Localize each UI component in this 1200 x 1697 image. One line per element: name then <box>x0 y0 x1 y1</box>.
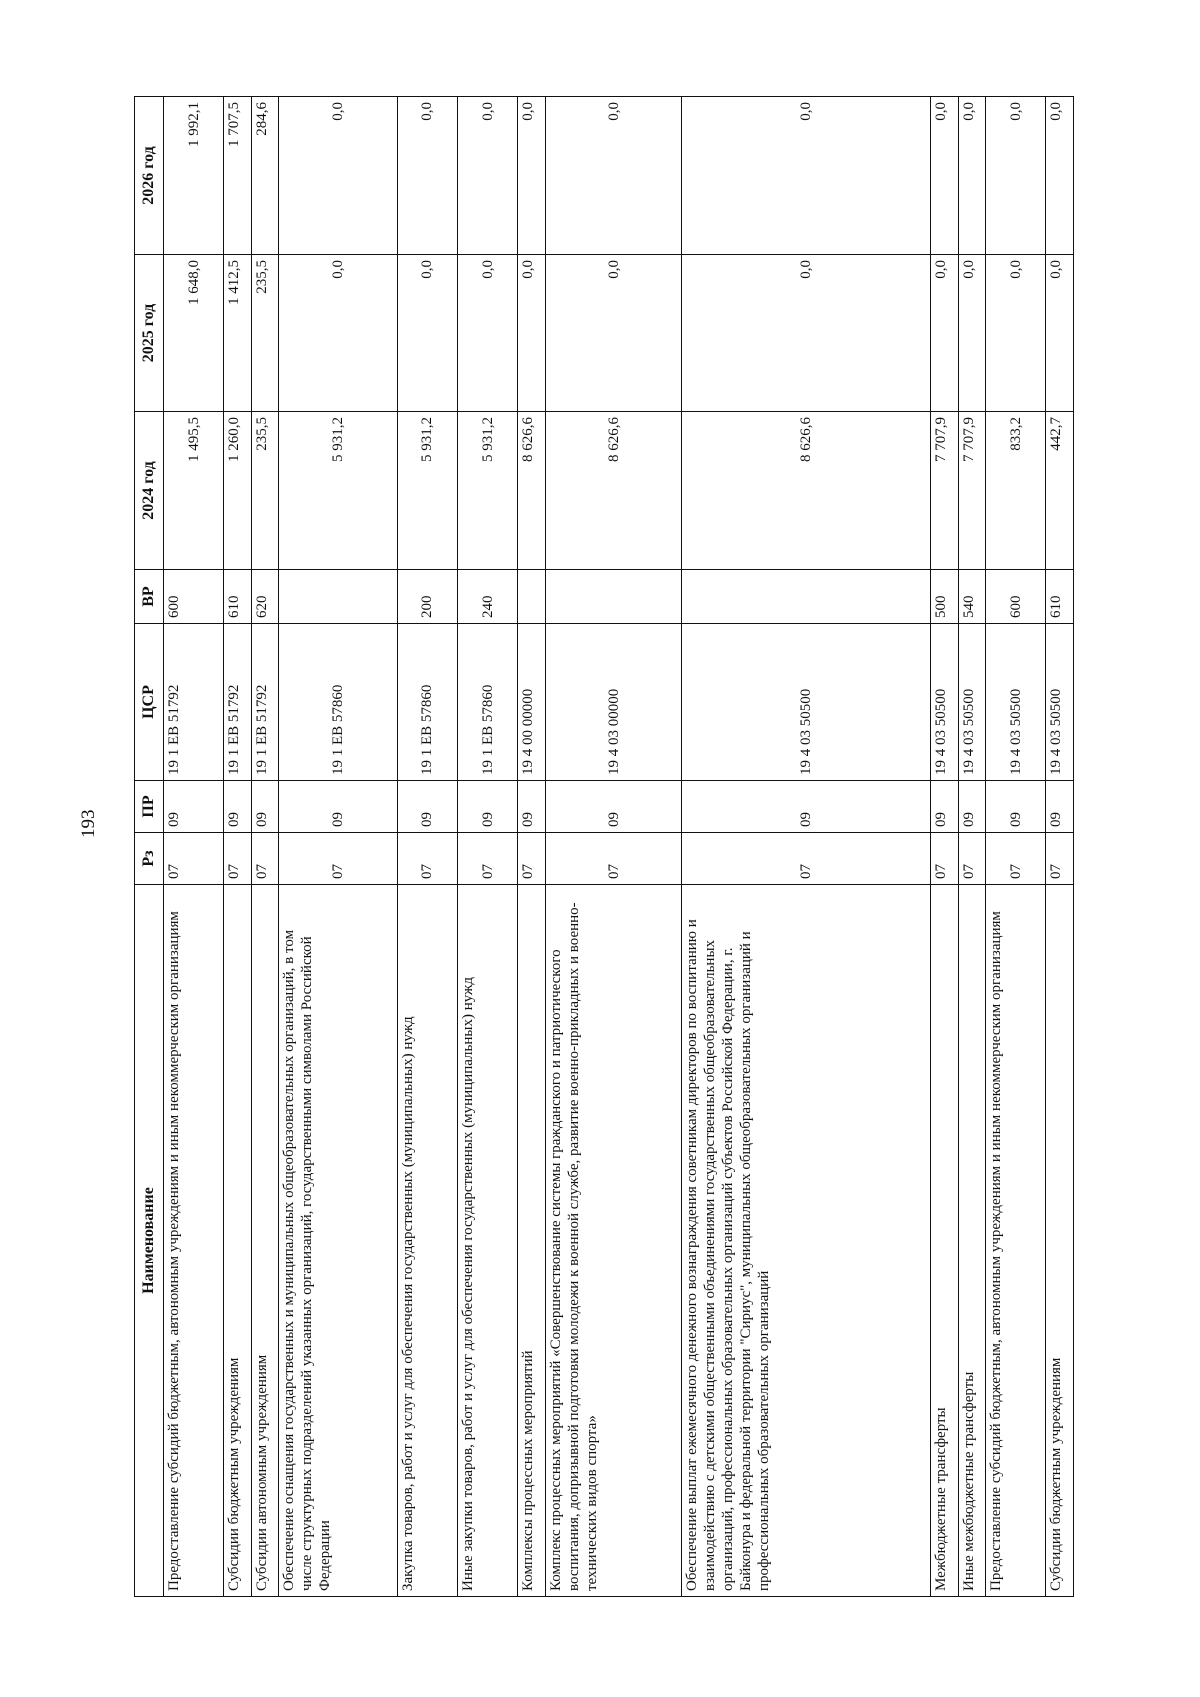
cell-csr: 19 4 03 50500 <box>986 624 1046 781</box>
cell-2025: 0,0 <box>458 255 518 412</box>
cell-vr <box>545 570 682 624</box>
header-rz: Рз <box>135 833 164 885</box>
table-row <box>1046 97 1074 1597</box>
cell-pr: 09 <box>986 781 1046 833</box>
table-row <box>224 97 252 1597</box>
cell-2024: 8 626,6 <box>545 412 682 570</box>
cell-pr: 09 <box>545 781 682 833</box>
cell-rz: 07 <box>931 833 959 885</box>
header-2026: 2026 год <box>135 97 164 255</box>
cell-2025: 0,0 <box>958 255 986 412</box>
cell-vr <box>518 570 546 624</box>
cell-pr: 09 <box>224 781 252 833</box>
cell-2024: 1 495,5 <box>164 412 224 570</box>
cell-name: Предоставление субсидий бюджетным, автономным учреждениям и иным некоммерческим организациям <box>164 885 224 1597</box>
table-row <box>164 97 224 1597</box>
cell-rz: 07 <box>518 833 546 885</box>
cell-vr <box>682 570 931 624</box>
header-name: Наименование <box>135 885 164 1597</box>
cell-csr: 19 4 00 00000 <box>518 624 546 781</box>
cell-csr: 19 1 EB 57860 <box>397 624 457 781</box>
cell-name: Комплексы процессных мероприятий <box>518 885 546 1597</box>
cell-2026: 0,0 <box>279 97 398 255</box>
table-row <box>986 97 1046 1597</box>
cell-2024: 5 931,2 <box>458 412 518 570</box>
rotated-table-container <box>134 97 1074 1597</box>
cell-vr: 600 <box>986 570 1046 624</box>
cell-csr: 19 1 EB 57860 <box>279 624 398 781</box>
cell-vr: 540 <box>958 570 986 624</box>
cell-2025: 1 648,0 <box>164 255 224 412</box>
cell-2025: 235,5 <box>251 255 279 412</box>
cell-rz: 07 <box>545 833 682 885</box>
cell-2024: 1 260,0 <box>224 412 252 570</box>
cell-2024: 7 707,9 <box>931 412 959 570</box>
cell-vr <box>279 570 398 624</box>
cell-name: Предоставление субсидий бюджетным, автономным учреждениям и иным некоммерческим организациям <box>986 885 1046 1597</box>
cell-2024: 7 707,9 <box>958 412 986 570</box>
cell-vr: 610 <box>224 570 252 624</box>
table-row <box>518 97 546 1597</box>
cell-2024: 8 626,6 <box>518 412 546 570</box>
cell-pr: 09 <box>958 781 986 833</box>
cell-2024: 442,7 <box>1046 412 1074 570</box>
cell-name: Закупка товаров, работ и услуг для обеспечения государственных (муниципальных) нужд <box>397 885 457 1597</box>
cell-csr: 19 1 EB 51792 <box>164 624 224 781</box>
cell-2026: 1 707,5 <box>224 97 252 255</box>
cell-2026: 0,0 <box>518 97 546 255</box>
page-number: 193 <box>78 809 99 838</box>
cell-csr: 19 4 03 50500 <box>958 624 986 781</box>
cell-name: Субсидии бюджетным учреждениям <box>224 885 252 1597</box>
table-row <box>251 97 279 1597</box>
cell-csr: 19 1 EB 51792 <box>224 624 252 781</box>
cell-name: Субсидии бюджетным учреждениям <box>1046 885 1074 1597</box>
cell-2025: 0,0 <box>545 255 682 412</box>
cell-2025: 0,0 <box>279 255 398 412</box>
cell-2024: 5 931,2 <box>397 412 457 570</box>
table-row <box>682 97 931 1597</box>
header-2025: 2025 год <box>135 255 164 412</box>
cell-rz: 07 <box>279 833 398 885</box>
cell-pr: 09 <box>931 781 959 833</box>
cell-csr: 19 4 03 00000 <box>545 624 682 781</box>
cell-2026: 0,0 <box>931 97 959 255</box>
cell-csr: 19 4 03 50500 <box>682 624 931 781</box>
cell-vr: 200 <box>397 570 457 624</box>
cell-csr: 19 1 EB 57860 <box>458 624 518 781</box>
table-row <box>958 97 986 1597</box>
cell-vr: 620 <box>251 570 279 624</box>
cell-2024: 5 931,2 <box>279 412 398 570</box>
header-vr: ВР <box>135 570 164 624</box>
cell-2026: 0,0 <box>1046 97 1074 255</box>
cell-2025: 0,0 <box>931 255 959 412</box>
cell-rz: 07 <box>251 833 279 885</box>
table-header-row <box>135 97 164 1597</box>
cell-rz: 07 <box>458 833 518 885</box>
cell-2026: 0,0 <box>545 97 682 255</box>
cell-2026: 0,0 <box>958 97 986 255</box>
cell-2024: 8 626,6 <box>682 412 931 570</box>
header-pr: ПР <box>135 781 164 833</box>
cell-rz: 07 <box>164 833 224 885</box>
cell-2025: 1 412,5 <box>224 255 252 412</box>
cell-name: Обеспечение выплат ежемесячного денежного вознаграждения советникам директоров по воспитанию и взаимодействию с детскими общественными объединениями государственных общеобразовательных организаций, профессиональных образовательных организаций субъектов Российской Федерации, г. Байконура и федеральной территории "Сириус", муниципальных общеобразовательных организаций и профессиональных образовательных организаций <box>682 885 931 1597</box>
cell-2025: 0,0 <box>986 255 1046 412</box>
cell-pr: 09 <box>279 781 398 833</box>
cell-2026: 0,0 <box>986 97 1046 255</box>
cell-2026: 0,0 <box>458 97 518 255</box>
budget-table <box>134 96 1074 1597</box>
cell-vr: 600 <box>164 570 224 624</box>
cell-rz: 07 <box>1046 833 1074 885</box>
cell-vr: 610 <box>1046 570 1074 624</box>
cell-2026: 0,0 <box>397 97 457 255</box>
cell-csr: 19 4 03 50500 <box>931 624 959 781</box>
cell-pr: 09 <box>251 781 279 833</box>
cell-rz: 07 <box>682 833 931 885</box>
cell-rz: 07 <box>224 833 252 885</box>
table-row <box>545 97 682 1597</box>
cell-name: Субсидии автономным учреждениям <box>251 885 279 1597</box>
cell-2024: 833,2 <box>986 412 1046 570</box>
cell-2026: 0,0 <box>682 97 931 255</box>
cell-rz: 07 <box>397 833 457 885</box>
table-row <box>458 97 518 1597</box>
table-row <box>931 97 959 1597</box>
cell-name: Иные закупки товаров, работ и услуг для обеспечения государственных (муниципальных) нужд <box>458 885 518 1597</box>
cell-vr: 240 <box>458 570 518 624</box>
cell-name: Обеспечение оснащения государственных и муниципальных общеобразовательных организаций, в том числе структурных подразделений указанных организаций, государственными символами Российской Федерации <box>279 885 398 1597</box>
cell-name: Межбюджетные трансферты <box>931 885 959 1597</box>
cell-pr: 09 <box>458 781 518 833</box>
cell-pr: 09 <box>397 781 457 833</box>
cell-rz: 07 <box>986 833 1046 885</box>
table-row <box>279 97 398 1597</box>
cell-2024: 235,5 <box>251 412 279 570</box>
cell-csr: 19 1 EB 51792 <box>251 624 279 781</box>
cell-csr: 19 4 03 50500 <box>1046 624 1074 781</box>
cell-rz: 07 <box>958 833 986 885</box>
cell-2025: 0,0 <box>518 255 546 412</box>
cell-name: Комплекс процессных мероприятий «Совершенствование системы гражданского и патриотического воспитания, допризывной подготовки молодежи к военной службе, развитие военно-прикладных и военно-технических видов спорта» <box>545 885 682 1597</box>
header-csr: ЦСР <box>135 624 164 781</box>
cell-pr: 09 <box>1046 781 1074 833</box>
cell-2025: 0,0 <box>682 255 931 412</box>
cell-pr: 09 <box>518 781 546 833</box>
cell-vr: 500 <box>931 570 959 624</box>
cell-2026: 1 992,1 <box>164 97 224 255</box>
cell-2025: 0,0 <box>1046 255 1074 412</box>
cell-2025: 0,0 <box>397 255 457 412</box>
cell-pr: 09 <box>682 781 931 833</box>
cell-name: Иные межбюджетные трансферты <box>958 885 986 1597</box>
table-row <box>397 97 457 1597</box>
cell-pr: 09 <box>164 781 224 833</box>
header-2024: 2024 год <box>135 412 164 570</box>
cell-2026: 284,6 <box>251 97 279 255</box>
